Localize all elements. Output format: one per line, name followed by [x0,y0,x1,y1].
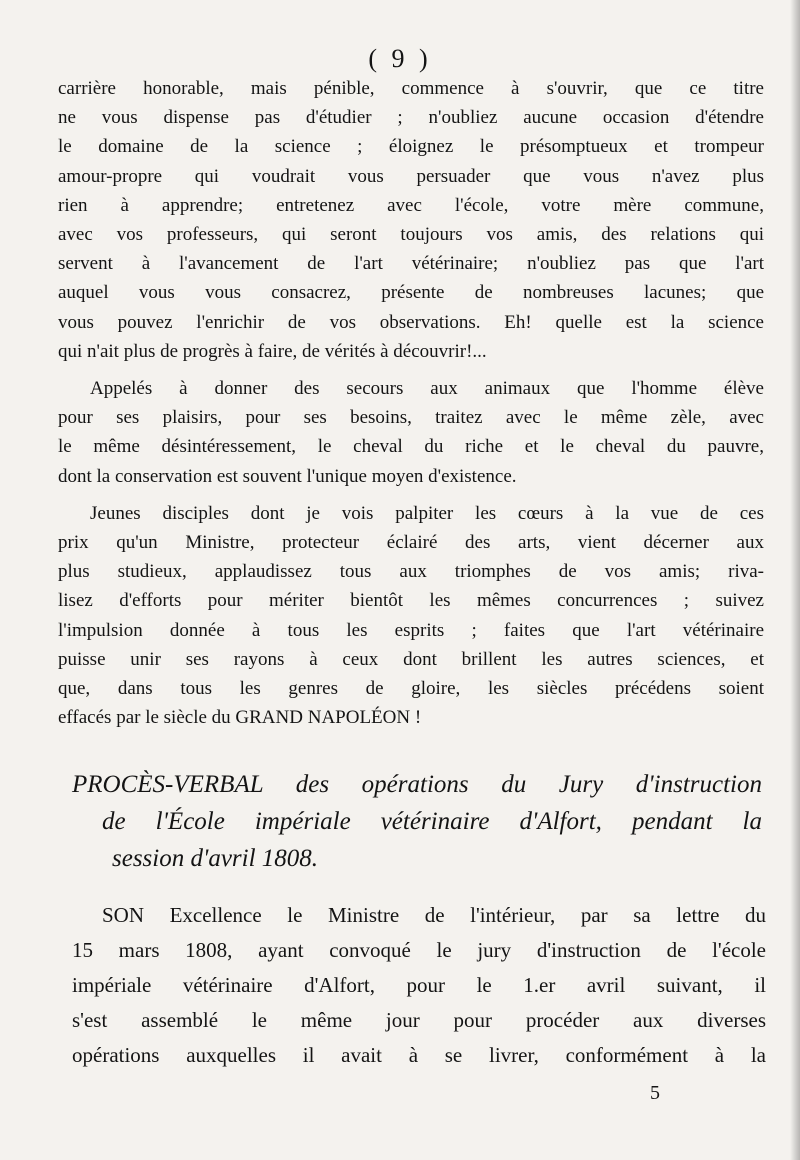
paragraph-1 [58,74,764,366]
title-line: PROCÈS-VERBAL des opérations du Jury d'instruction [72,771,762,798]
text-line: amour-propre qui voudrait vous persuader que vous n'avez plus [58,165,764,187]
paragraph-3 [58,499,764,733]
title-line: de l'École impériale vétérinaire d'Alfort, pendant la [102,808,762,835]
text-line: Appelés à donner des secours aux animaux que l'homme élève [90,378,764,400]
title-line: session d'avril 1808. [112,845,319,872]
text-line: rien à apprendre; entretenez avec l'école, votre mère commune, [58,194,764,216]
text-line: carrière honorable, mais pénible, commence à s'ouvrir, que ce titre [58,78,764,99]
text-line: avec vos professeurs, qui seront toujours vos amis, des relations qui [58,224,764,246]
page-number: ( 9 ) [368,44,432,73]
text-line: lisez d'efforts pour mériter bientôt les mêmes concurrences ; suivez [58,590,764,612]
text-line: s'est assemblé le même jour pour procéder aux diverses [72,1008,766,1032]
text-line: pour ses plaisirs, pour ses besoins, traitez avec le même zèle, avec [58,407,764,429]
section-text [72,898,766,1073]
text-line: le domaine de la science ; éloignez le présomptueux et trompeur [58,136,764,158]
text-line: effacés par le siècle du GRAND NAPOLÉON ! [58,707,422,729]
section-title [72,766,762,877]
text-line: le même désintéressement, le cheval du riche et le cheval du pauvre, [58,436,764,458]
text-line: plus studieux, applaudissez tous aux triomphes de vos amis; riva- [58,561,764,583]
page-edge-shadow [790,0,800,1160]
text-line: servent à l'avancement de l'art vétérinaire; n'oubliez pas que l'art [58,253,764,275]
text-line: impériale vétérinaire d'Alfort, pour le 1.er avril suivant, il [72,973,766,997]
signature-mark: 5 [650,1082,660,1104]
paragraph-gap [58,366,764,374]
body-text [58,74,764,732]
text-line: que, dans tous les genres de gloire, les siècles précédens soient [58,678,764,700]
text-line: Jeunes disciples dont je vois palpiter les cœurs à la vue de ces [90,502,764,524]
text-line: dont la conservation est souvent l'unique moyen d'existence. [58,465,517,487]
text-line: qui n'ait plus de progrès à faire, de vérités à découvrir!... [58,340,487,362]
text-line: opérations auxquelles il avait à se livrer, conformément à la [72,1043,766,1067]
text-line: SON Excellence le Ministre de l'intérieur, par sa lettre du [102,903,766,927]
text-line: puisse unir ses rayons à ceux dont brillent les autres sciences, et [58,648,764,670]
text-line: ne vous dispense pas d'étudier ; n'oubliez aucune occasion d'étendre [58,107,764,129]
paragraph-2 [58,374,764,491]
text-line: l'impulsion donnée à tous les esprits ; faites que l'art vétérinaire [58,619,764,641]
text-line: prix qu'un Ministre, protecteur éclairé des arts, vient décerner aux [58,532,764,554]
text-line: vous pouvez l'enrichir de vos observations. Eh! quelle est la science [58,311,764,333]
text-line: auquel vous vous consacrez, présente de nombreuses lacunes; que [58,282,764,304]
paragraph-gap [58,491,764,499]
text-line: 15 mars 1808, ayant convoqué le jury d'instruction de l'école [72,938,766,962]
